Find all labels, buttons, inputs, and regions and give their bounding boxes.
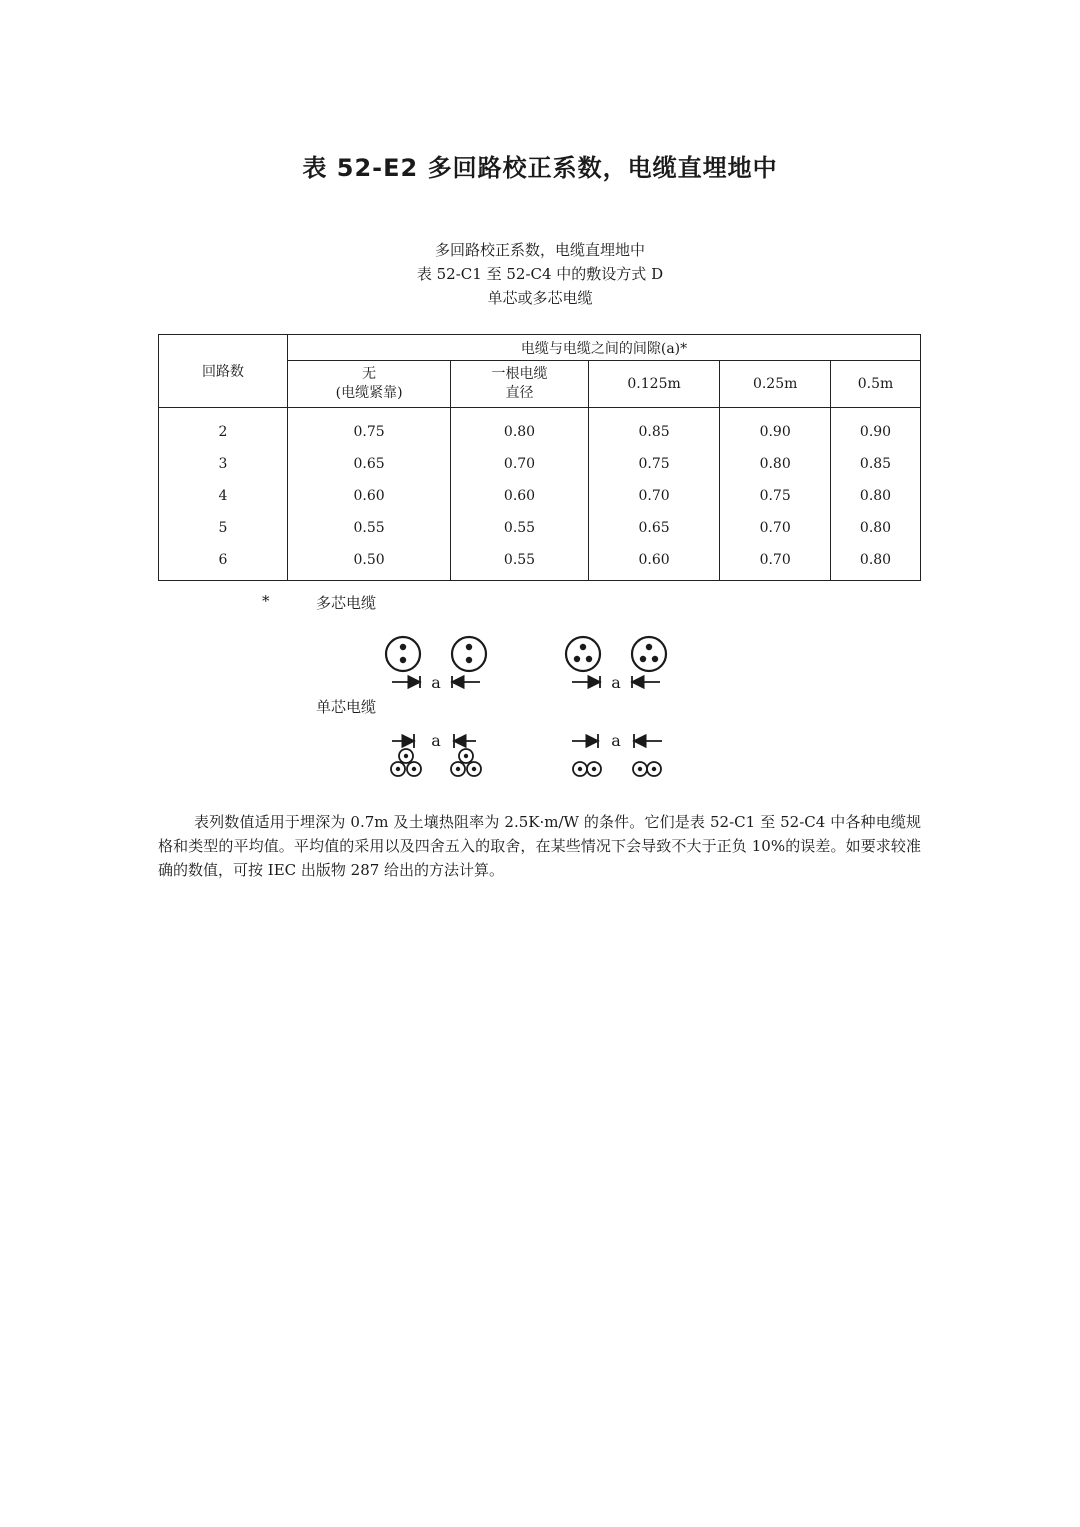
cable-spacing-diagram	[370, 628, 710, 788]
factor-cell: 0.65	[588, 512, 719, 544]
factor-cell: 0.55	[451, 512, 589, 544]
factor-cell: 0.80	[451, 408, 589, 449]
gap-label: a	[611, 673, 621, 692]
factor-cell: 0.60	[288, 480, 451, 512]
single-core-label: 单芯电缆	[316, 698, 377, 716]
table-row	[159, 480, 921, 512]
col-header-05m: 0.5m	[831, 361, 921, 408]
factor-cell: 0.80	[831, 512, 921, 544]
table-row	[159, 448, 921, 480]
table-row	[159, 408, 921, 449]
explanatory-paragraph: 表列数值适用于埋深为 0.7m 及土壤热阻率为 2.5K·m/W 的条件。它们是表 52-C1 至 52-C4 中各种电缆规格和类型的平均值。平均值的采用以及四舍五入的取舍，在某些情况下会导致不大于正负 10%的误差。如要求较准确的数值，可按 IEC 出版物 287 给出的方法计算。	[158, 813, 921, 879]
circuit-count: 5	[159, 512, 288, 544]
correction-factor-table	[158, 334, 921, 581]
table-row	[159, 512, 921, 544]
factor-cell: 0.60	[588, 544, 719, 581]
caption-line-3: 单芯或多芯电缆	[487, 289, 593, 307]
col-header-025m: 0.25m	[720, 361, 831, 408]
circuit-count: 2	[159, 408, 288, 449]
col-header-touching: 无 (电缆紧靠)	[288, 361, 451, 408]
factor-cell: 0.70	[720, 544, 831, 581]
table-caption	[0, 238, 1080, 310]
multi-core-label: 多芯电缆	[316, 594, 377, 612]
circuits-header: 回路数	[159, 335, 288, 408]
gap-label: a	[431, 673, 441, 692]
multicore-cable-icon	[386, 637, 420, 671]
factor-cell: 0.55	[451, 544, 589, 581]
trefoil-cable-icon	[391, 749, 481, 776]
footnote-marker: *	[262, 592, 270, 610]
factor-cell: 0.75	[720, 480, 831, 512]
factor-cell: 0.80	[831, 544, 921, 581]
factor-cell: 0.80	[831, 480, 921, 512]
factor-cell: 0.50	[288, 544, 451, 581]
factor-cell: 0.70	[588, 480, 719, 512]
table-row	[159, 544, 921, 581]
factor-cell: 0.70	[451, 448, 589, 480]
col-header-0125m: 0.125m	[588, 361, 719, 408]
factor-cell: 0.85	[831, 448, 921, 480]
factor-cell: 0.55	[288, 512, 451, 544]
gap-label: a	[431, 731, 441, 750]
factor-cell: 0.75	[288, 408, 451, 449]
col-header-one-diameter: 一根电缆 直径	[451, 361, 589, 408]
multicore-cable-icon	[452, 637, 486, 671]
caption-line-2: 表 52-C1 至 52-C4 中的敷设方式 D	[416, 265, 664, 283]
flat-cable-icon	[573, 762, 661, 776]
spacing-header: 电缆与电缆之间的间隙(a)*	[288, 335, 921, 361]
factor-cell: 0.65	[288, 448, 451, 480]
circuit-count: 4	[159, 480, 288, 512]
gap-label: a	[611, 731, 621, 750]
factor-cell: 0.90	[720, 408, 831, 449]
multicore-cable-icon	[566, 637, 600, 671]
factor-cell: 0.60	[451, 480, 589, 512]
factor-cell: 0.70	[720, 512, 831, 544]
caption-line-1: 多回路校正系数，电缆直埋地中	[434, 241, 645, 259]
page-title: 表 52-E2 多回路校正系数，电缆直埋地中	[302, 154, 778, 182]
factor-cell: 0.90	[831, 408, 921, 449]
factor-cell: 0.75	[588, 448, 719, 480]
factor-cell: 0.80	[720, 448, 831, 480]
circuit-count: 6	[159, 544, 288, 581]
circuit-count: 3	[159, 448, 288, 480]
factor-cell: 0.85	[588, 408, 719, 449]
multicore-cable-icon	[632, 637, 666, 671]
